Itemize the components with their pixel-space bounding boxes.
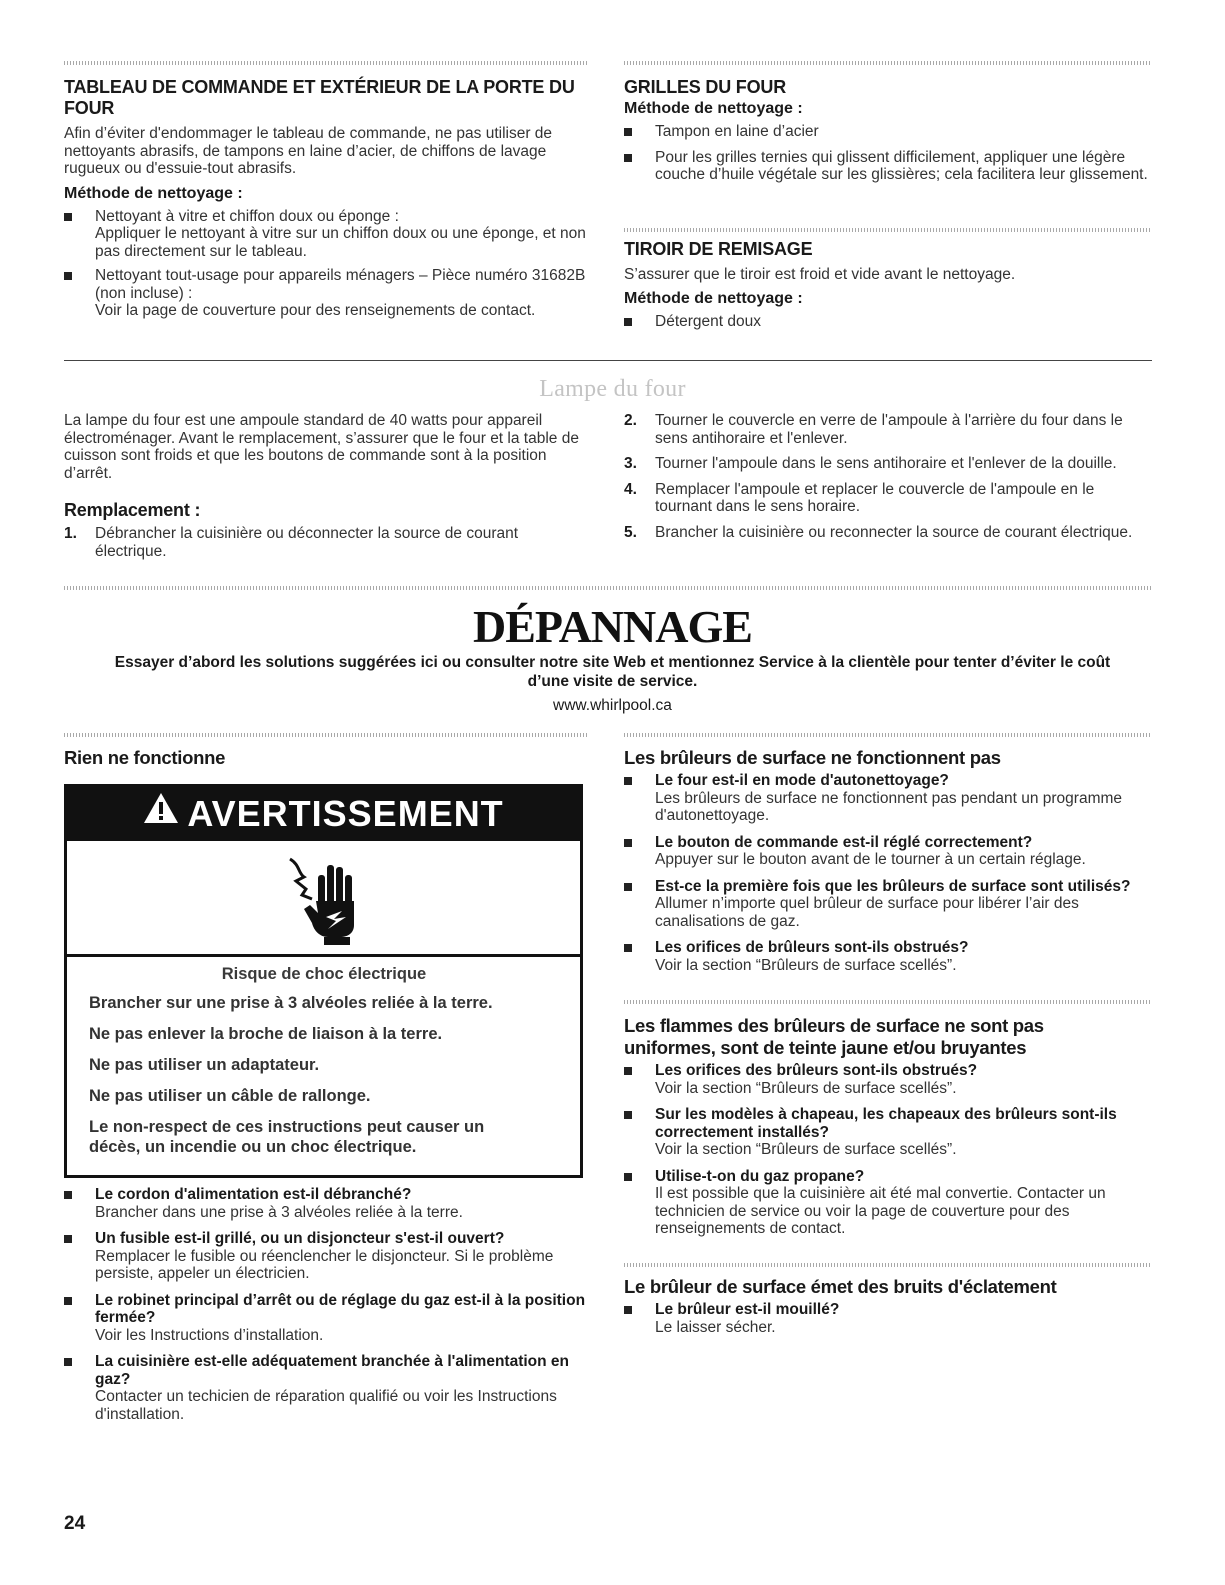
- bullet-icon: [64, 1358, 72, 1366]
- method-label: Méthode de nettoyage :: [624, 100, 803, 117]
- bullet-icon: [624, 1067, 632, 1075]
- bullet-icon: [64, 1297, 72, 1305]
- warning-line: Brancher sur une prise à 3 alvéoles reliée à la terre.: [89, 994, 493, 1012]
- website-link[interactable]: www.whirlpool.ca: [553, 697, 672, 714]
- storage-drawer-section: [624, 239, 1154, 330]
- list-item: Tampon en laine d’acier: [624, 123, 1154, 141]
- bullet-icon: [624, 1306, 632, 1314]
- step-item: 2. Tourner le couvercle en verre de l'ampoule à l'arrière du four dans le sens antihoraire et l'enlever.: [624, 412, 1123, 447]
- problem-title: Les flammes des brûleurs de surface ne sont pas uniformes, sont de teinte jaune et/ou bruyantes: [624, 1015, 1044, 1058]
- bullet-icon: [624, 839, 632, 847]
- bullet-icon: [624, 318, 632, 326]
- bullet-icon: [64, 1191, 72, 1199]
- section-title: TABLEAU DE COMMANDE ET EXTÉRIEUR DE LA PORTE DU FOUR: [64, 77, 575, 118]
- step-item: 1. Débrancher la cuisinière ou déconnecter la source de courant électrique.: [64, 525, 519, 560]
- section-title: TIROIR DE REMISAGE: [624, 239, 813, 259]
- list-item: Les orifices des brûleurs sont-ils obstrués? Voir la section “Brûleurs de surface scellés”.: [624, 1062, 1154, 1097]
- section-title: GRILLES DU FOUR: [624, 77, 786, 97]
- warning-triangle-icon: [143, 785, 179, 839]
- warning-risk: Risque de choc électrique: [221, 965, 427, 983]
- troubleshooting-intro: Essayer d’abord les solutions suggérées ici ou consulter notre site Web et mentionnez Service à la clientèle pour tenter d’éviter le coût d’une visite de service.: [114, 654, 1111, 690]
- list-item: Les orifices de brûleurs sont-ils obstrués? Voir la section “Brûleurs de surface scellés”.: [624, 939, 1154, 974]
- warning-line: Ne pas utiliser un adaptateur.: [89, 1056, 320, 1074]
- lamp-right-column: [624, 412, 1154, 541]
- nothing-works-checklist: [64, 1186, 589, 1423]
- section-divider: [624, 1263, 1152, 1267]
- lamp-intro: La lampe du four est une ampoule standard de 40 watts pour appareil électroménager. Avant le remplacement, s’assurer que le four et la table de cuisson sont froids et que les boutons de commande sont à la position d’arrêt.: [64, 412, 579, 482]
- list-item: Détergent doux: [624, 313, 1154, 331]
- bullet-icon: [624, 154, 632, 162]
- bullet-icon: [64, 272, 72, 280]
- cleaning-methods-list: [64, 208, 589, 320]
- warning-separator: [67, 954, 580, 957]
- warning-body: [89, 963, 559, 1168]
- burners-section: [624, 747, 1154, 974]
- control-panel-section: [64, 77, 589, 320]
- list-item: Le robinet principal d’arrêt ou de réglage du gaz est-il à la position fermée? Voir les Instructions d’installation.: [64, 1292, 589, 1345]
- bullet-icon: [624, 944, 632, 952]
- replacement-steps: [624, 412, 1154, 541]
- replacement-label: Remplacement :: [64, 500, 201, 520]
- page-number: 24: [64, 1513, 86, 1534]
- cleaning-methods-list: [624, 313, 1154, 331]
- section-divider: [624, 61, 1152, 65]
- popping-section: [624, 1276, 1154, 1336]
- section-divider: [624, 228, 1152, 232]
- list-item: Est-ce la première fois que les brûleurs de surface sont utilisés? Allumer n’importe quel brûleur de surface pour libérer l’air des canalisations de gaz.: [624, 878, 1154, 931]
- section-divider: [64, 586, 1152, 590]
- bullet-icon: [64, 1235, 72, 1243]
- section-intro: Afin d’éviter d'endommager le tableau de commande, ne pas utiliser de nettoyants abrasifs, de tampons en laine d’acier, de chiffons de lavage rugueux ou d'essuie-tout abrasifs.: [64, 125, 553, 177]
- list-item: Le brûleur est-il mouillé? Le laisser sécher.: [624, 1301, 1154, 1336]
- bullet-icon: [624, 1173, 632, 1181]
- warning-line: Ne pas enlever la broche de liaison à la terre.: [89, 1025, 443, 1043]
- warning-line: Ne pas utiliser un câble de rallonge.: [89, 1087, 371, 1105]
- list-item: Le cordon d'alimentation est-il débranché? Brancher dans une prise à 3 alvéoles reliée à la terre.: [64, 1186, 589, 1221]
- list-item: Un fusible est-il grillé, ou un disjoncteur s'est-il ouvert? Remplacer le fusible ou réenclencher le disjoncteur. Si le problème persiste, appeler un électricien.: [64, 1230, 589, 1283]
- list-item: Nettoyant à vitre et chiffon doux ou éponge : Appliquer le nettoyant à vitre sur un chiffon doux ou une éponge, et non pas directement sur le tableau.: [64, 208, 589, 261]
- page-title: DÉPANNAGE: [473, 601, 752, 652]
- problem-title: Rien ne fonctionne: [64, 747, 226, 768]
- flames-section: [624, 1015, 1124, 1238]
- lamp-left-column: [64, 412, 589, 560]
- warning-header: AVERTISSEMENT: [67, 787, 580, 841]
- section-divider: [624, 733, 1152, 737]
- section-divider: [64, 61, 589, 65]
- method-label: Méthode de nettoyage :: [624, 289, 803, 307]
- list-item: Le four est-il en mode d'autonettoyage? Les brûleurs de surface ne fonctionnent pas pendant un programme d'autonettoyage.: [624, 772, 1154, 825]
- electric-shock-hand-icon: [282, 851, 372, 947]
- bullet-icon: [624, 883, 632, 891]
- problem-title: Le brûleur de surface émet des bruits d'éclatement: [624, 1276, 1057, 1297]
- list-item: Nettoyant tout-usage pour appareils ménagers – Pièce numéro 31682B (non incluse) : Voir la page de couverture pour des renseignements de contact.: [64, 267, 589, 320]
- lamp-section-title: Lampe du four: [539, 376, 686, 402]
- replacement-steps: [64, 525, 589, 560]
- section-rule: [64, 360, 1152, 361]
- list-item: La cuisinière est-elle adéquatement branchée à l'alimentation en gaz? Contacter un techicien de réparation qualifié ou voir les Instructions d'installation.: [64, 1353, 589, 1423]
- warning-box: [64, 784, 583, 1178]
- section-intro: S’assurer que le tiroir est froid et vide avant le nettoyage.: [624, 266, 1016, 283]
- list-item: Utilise-t-on du gaz propane? Il est possible que la cuisinière ait été mal convertie. Contacter un technicien de service ou voir la page de couverture pour des renseignements de contact.: [624, 1168, 1154, 1238]
- method-label: Méthode de nettoyage :: [64, 184, 243, 202]
- bullet-icon: [624, 1111, 632, 1119]
- bullet-icon: [64, 213, 72, 221]
- warning-line: Le non-respect de ces instructions peut causer un décès, un incendie ou un choc électrique.: [89, 1118, 485, 1156]
- bullet-icon: [624, 777, 632, 785]
- racks-section: [624, 77, 1154, 184]
- step-item: 4. Remplacer l'ampoule et replacer le couvercle de l'ampoule en le tournant dans le sens horaire.: [624, 480, 1095, 515]
- step-item: 3. Tourner l'ampoule dans le sens antihoraire et l'enlever de la douille.: [624, 455, 1117, 472]
- cleaning-methods-list: [624, 123, 1154, 184]
- bullet-icon: [624, 128, 632, 136]
- section-divider: [624, 1000, 1152, 1004]
- problem-title: Les brûleurs de surface ne fonctionnent pas: [624, 747, 1001, 768]
- step-item: 5. Brancher la cuisinière ou reconnecter la source de courant électrique.: [624, 523, 1133, 541]
- section-divider: [64, 733, 589, 737]
- list-item: Sur les modèles à chapeau, les chapeaux des brûleurs sont-ils correctement installés? Voir la section “Brûleurs de surface scellés”.: [624, 1106, 1154, 1159]
- list-item: Le bouton de commande est-il réglé correctement? Appuyer sur le bouton avant de le tourner à un certain réglage.: [624, 834, 1154, 869]
- list-item: Pour les grilles ternies qui glissent difficilement, appliquer une légère couche d’huile végétale sur les glissières; cela facilitera leur glissement.: [624, 149, 1154, 184]
